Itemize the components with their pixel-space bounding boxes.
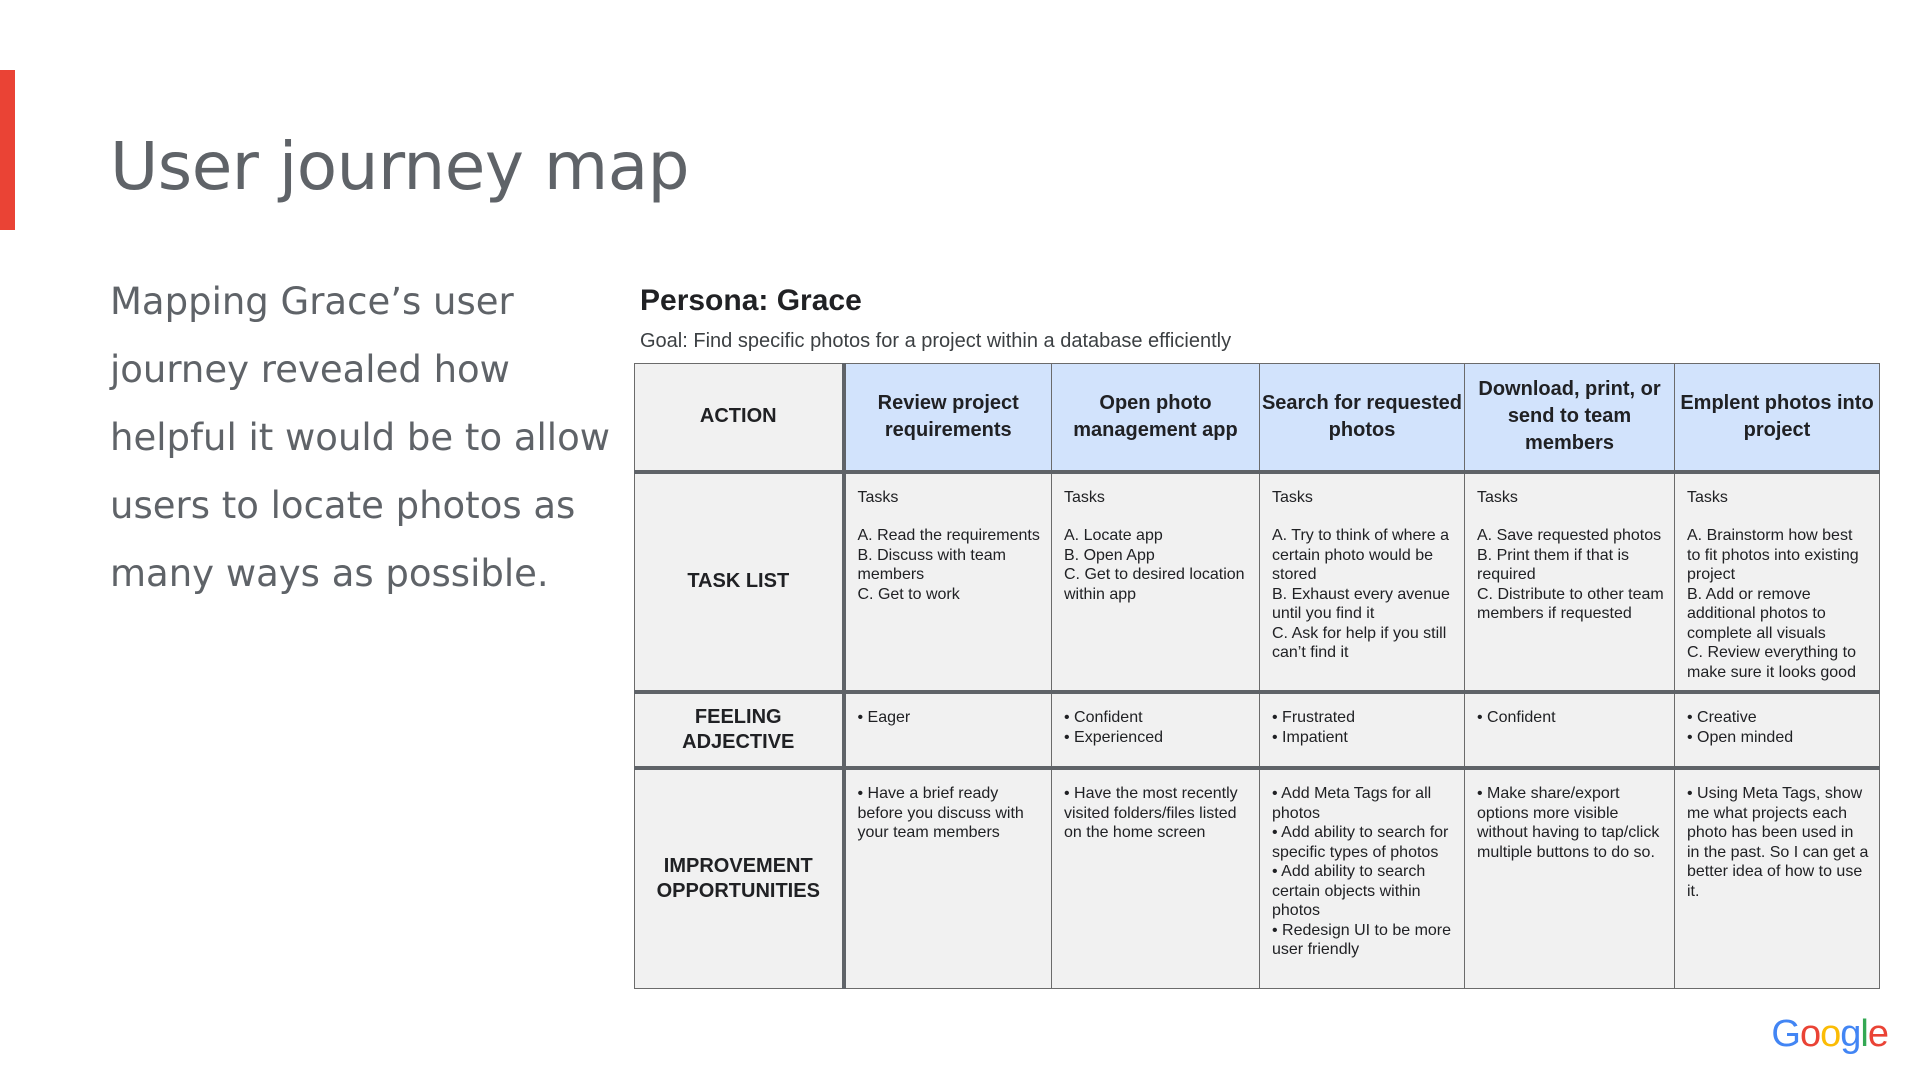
improvement-item: • Add Meta Tags for all photos [1272, 785, 1432, 822]
feeling-cell [1465, 692, 1675, 768]
row-label-action: ACTION [635, 364, 844, 472]
feeling-row [635, 692, 1880, 768]
task-item: A. Brainstorm how best to fit photos into existing project [1687, 527, 1859, 583]
slide-title: User journey map [110, 128, 690, 205]
stage-header: Download, print, or send to team members [1465, 364, 1675, 472]
task-cell [1260, 472, 1465, 693]
task-item: A. Save requested photos [1477, 527, 1662, 544]
row-label-feeling: FEELING ADJECTIVE [635, 692, 844, 768]
tasks-title: Tasks [1272, 488, 1313, 506]
tasks-title: Tasks [1064, 488, 1105, 506]
improvement-item: • Make share/export options more visible without having to tap/click multiple buttons to do so. [1477, 785, 1660, 861]
task-item: A. Locate app [1064, 527, 1163, 544]
logo-letter: G [1771, 1013, 1800, 1055]
task-item: B. Print them if that is required [1477, 546, 1630, 583]
action-row [635, 364, 1880, 472]
feeling-cell [844, 692, 1052, 768]
improvement-cell [1052, 768, 1260, 988]
task-item: B. Open App [1064, 546, 1155, 564]
improvement-item: • Have the most recently visited folders/files listed on the home screen [1064, 785, 1238, 841]
row-label-improvement: IMPROVEMENT OPPORTUNITIES [635, 768, 844, 988]
task-item: B. Discuss with team members [857, 546, 1006, 583]
feeling-item: • Eager [857, 709, 911, 726]
improvement-cell [1465, 768, 1675, 988]
feeling-item: • Open minded [1687, 728, 1794, 746]
task-item: A. Read the requirements [857, 527, 1040, 544]
improvement-item: • Have a brief ready before you discuss with your team members [857, 785, 1024, 841]
persona-goal: Goal: Find specific photos for a project within a database efficiently [640, 330, 1232, 352]
task-item: C. Get to desired location within app [1064, 566, 1245, 603]
logo-letter: o [1799, 1013, 1821, 1055]
stage-header: Search for requested photos [1260, 364, 1465, 472]
task-item: C. Distribute to other team members if requested [1477, 585, 1664, 622]
feeling-cell [1052, 692, 1260, 768]
stage-header: Open photo management app [1052, 364, 1260, 472]
stage-header: Review project requirements [844, 364, 1052, 472]
feeling-item: • Experienced [1064, 728, 1163, 746]
improvement-cell [1675, 768, 1880, 988]
persona-heading: Persona: Grace [640, 284, 862, 317]
task-item: A. Try to think of where a certain photo would be stored [1272, 527, 1449, 583]
slide-body-text: Mapping Grace’s user journey revealed how helpful it would be to allow users to locate photos as many ways as possible. [110, 280, 610, 595]
improvement-cell [844, 768, 1052, 988]
feeling-cell [1260, 692, 1465, 768]
improvement-item: • Redesign UI to be more user friendly [1272, 921, 1452, 958]
feeling-item: • Impatient [1272, 728, 1348, 746]
tasks-title: Tasks [857, 488, 899, 506]
logo-letter: l [1860, 1013, 1868, 1055]
logo-letter: o [1820, 1013, 1841, 1055]
task-item: C. Ask for help if you still can’t find it [1272, 624, 1447, 661]
task-row [635, 472, 1880, 693]
feeling-item: • Frustrated [1272, 709, 1355, 726]
stage-header: Emplent photos into project [1675, 364, 1880, 472]
feeling-item: • Confident [1064, 709, 1143, 726]
task-cell [844, 472, 1052, 693]
accent-bar [0, 70, 15, 230]
task-item: C. Get to work [857, 585, 960, 603]
logo-letter: g [1840, 1013, 1861, 1055]
row-label-tasks: TASK LIST [635, 472, 844, 693]
task-cell [1675, 472, 1880, 693]
task-item: B. Exhaust every avenue until you find it [1272, 585, 1450, 622]
improvement-row [635, 768, 1880, 988]
improvement-item: • Using Meta Tags, show me what projects each photo has been used in in the past. So I can get a better idea of how to use it. [1687, 785, 1869, 900]
feeling-item: • Confident [1477, 709, 1556, 726]
task-item: C. Review everything to make sure it looks good [1687, 644, 1856, 681]
tasks-title: Tasks [1477, 488, 1518, 506]
task-cell [1052, 472, 1260, 693]
improvement-cell [1260, 768, 1465, 988]
logo-letter: e [1867, 1013, 1888, 1055]
feeling-item: • Creative [1687, 709, 1757, 726]
journey-map-table [634, 363, 1880, 989]
google-logo-icon [1771, 1013, 1888, 1056]
feeling-cell [1675, 692, 1880, 768]
task-cell [1465, 472, 1675, 693]
tasks-title: Tasks [1687, 488, 1728, 506]
improvement-item: • Add ability to search for specific types of photos [1272, 824, 1449, 861]
task-item: B. Add or remove additional photos to complete all visuals [1687, 585, 1826, 642]
improvement-item: • Add ability to search certain objects within photos [1272, 863, 1426, 919]
